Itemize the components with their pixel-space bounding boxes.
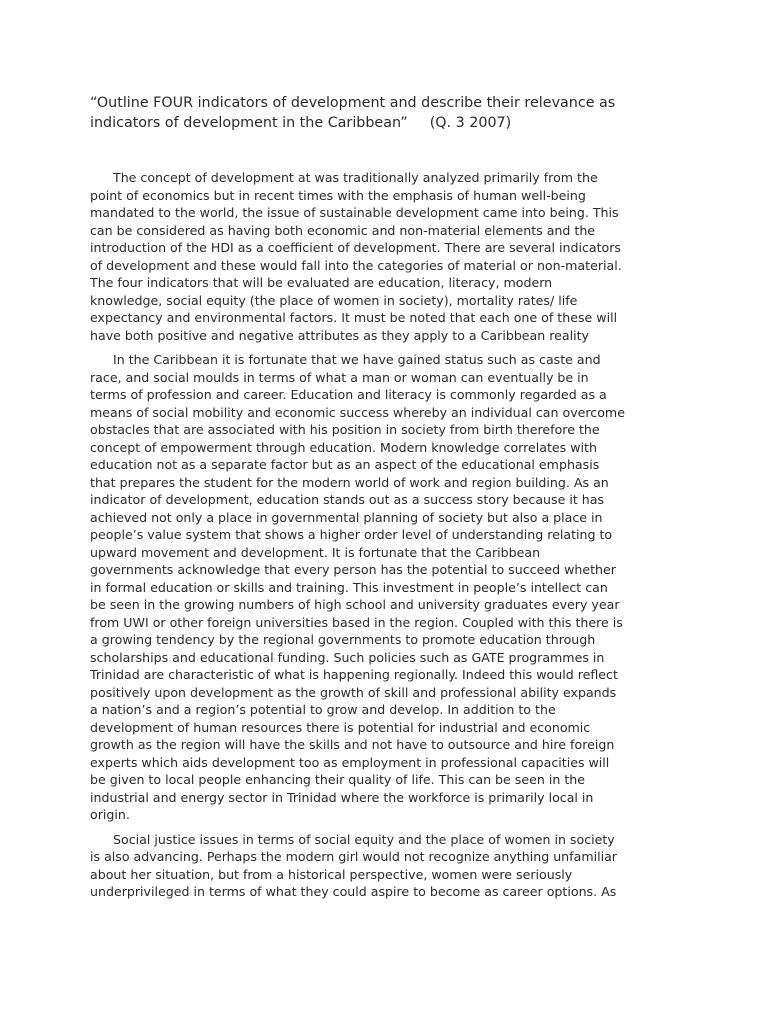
paragraph-line: scholarships and educational funding. Such policies such as GATE programmes in — [90, 649, 605, 665]
paragraph-line: have both positive and negative attributes as they apply to a Caribbean reality — [90, 327, 590, 343]
paragraph-line: experts which aids development too as employment in professional capacities will — [90, 754, 610, 770]
paragraph-line: people’s value system that shows a higher order level of understanding relating to — [90, 527, 613, 542]
paragraph-line: achieved not only a place in governmental planning of society but also a place in — [90, 509, 603, 525]
paragraph-line: expectancy and environmental factors. It must be noted that each one of these will — [90, 310, 618, 325]
paragraph-line: terms of profession and career. Education and literacy is commonly regarded as a — [90, 387, 607, 402]
paragraph-line: growth as the region will have the skills and not have to outsource and hire foreign — [90, 737, 615, 752]
question-text: indicators of development in the Caribbean” — [90, 115, 408, 131]
paragraph-line: be given to local people enhancing their quality of life. This can be seen in the — [90, 772, 585, 787]
paragraph-line: knowledge, social equity (the place of women in society), mortality rates/ life — [90, 292, 578, 308]
paragraph-line: a nation’s and a region’s potential to grow and develop. In addition to the — [90, 702, 556, 717]
paragraph-line: a growing tendency by the regional governments to promote education through — [90, 632, 596, 647]
paragraph-line: introduction of the HDI as a coefficient of development. There are several indicators — [90, 240, 621, 255]
paragraph-line: is also advancing. Perhaps the modern girl would not recognize anything unfamiliar — [90, 849, 617, 864]
paragraph-line: means of social mobility and economic success whereby an individual can overcome — [90, 404, 625, 420]
paragraph-line: about her situation, but from a historical perspective, women were seriously — [90, 866, 573, 882]
paragraph-line: governments acknowledge that every person has the potential to succeed whether — [90, 562, 616, 577]
paragraph-line: positively upon development as the growth of skill and professional ability expands — [90, 684, 617, 700]
paragraph-line: education not as a separate factor but as an aspect of the educational emphasis — [90, 457, 600, 472]
paragraph-line: be seen in the growing numbers of high school and university graduates every year — [90, 597, 620, 612]
paragraph-line: The four indicators that will be evaluated are education, literacy, modern — [90, 275, 553, 290]
paragraph-line: industrial and energy sector in Trinidad where the workforce is primarily local in — [90, 789, 594, 805]
paragraph-line: obstacles that are associated with his position in society from birth therefore the — [90, 422, 600, 437]
essay-body — [90, 169, 690, 908]
question-heading — [90, 93, 690, 133]
question-reference: (Q. 3 2007) — [429, 115, 512, 131]
question-line: “Outline FOUR indicators of development and describe their relevance as — [90, 95, 616, 111]
paragraph-line: of development and these would fall into the categories of material or non-material. — [90, 257, 622, 273]
paragraph-line: In the Caribbean it is fortunate that we have gained status such as caste and — [113, 352, 601, 367]
paragraph — [90, 831, 690, 901]
paragraph-line: race, and social moulds in terms of what a man or woman can eventually be in — [90, 369, 589, 385]
paragraph-line: from UWI or other foreign universities based in the region. Coupled with this there is — [90, 614, 623, 630]
paragraph-line: origin. — [90, 807, 130, 822]
paragraph — [90, 169, 690, 344]
paragraph-line: underprivileged in terms of what they could aspire to become as career options. As — [90, 884, 617, 899]
paragraph-line: upward movement and development. It is fortunate that the Caribbean — [90, 544, 541, 560]
paragraph-line: Social justice issues in terms of social equity and the place of women in society — [113, 831, 615, 847]
paragraph-line: indicator of development, education stands out as a success story because it has — [90, 492, 605, 507]
paragraph-line: The concept of development at was traditionally analyzed primarily from the — [113, 170, 598, 185]
paragraph-line: Trinidad are characteristic of what is happening regionally. Indeed this would reflect — [90, 667, 618, 682]
paragraph-line: in formal education or skills and training. This investment in people’s intellect can — [90, 579, 608, 595]
paragraph-line: mandated to the world, the issue of sustainable development came into being. This — [90, 205, 619, 220]
paragraph-line: that prepares the student for the modern world of work and region building. As an — [90, 474, 609, 490]
paragraph-line: point of economics but in recent times with the emphasis of human well-being — [90, 187, 586, 203]
paragraph-line: can be considered as having both economic and non-material elements and the — [90, 222, 596, 238]
question-line — [90, 113, 690, 133]
paragraph — [90, 351, 690, 824]
paragraph-line: concept of empowerment through education. Modern knowledge correlates with — [90, 439, 597, 455]
paragraph-line: development of human resources there is potential for industrial and economic — [90, 719, 591, 735]
